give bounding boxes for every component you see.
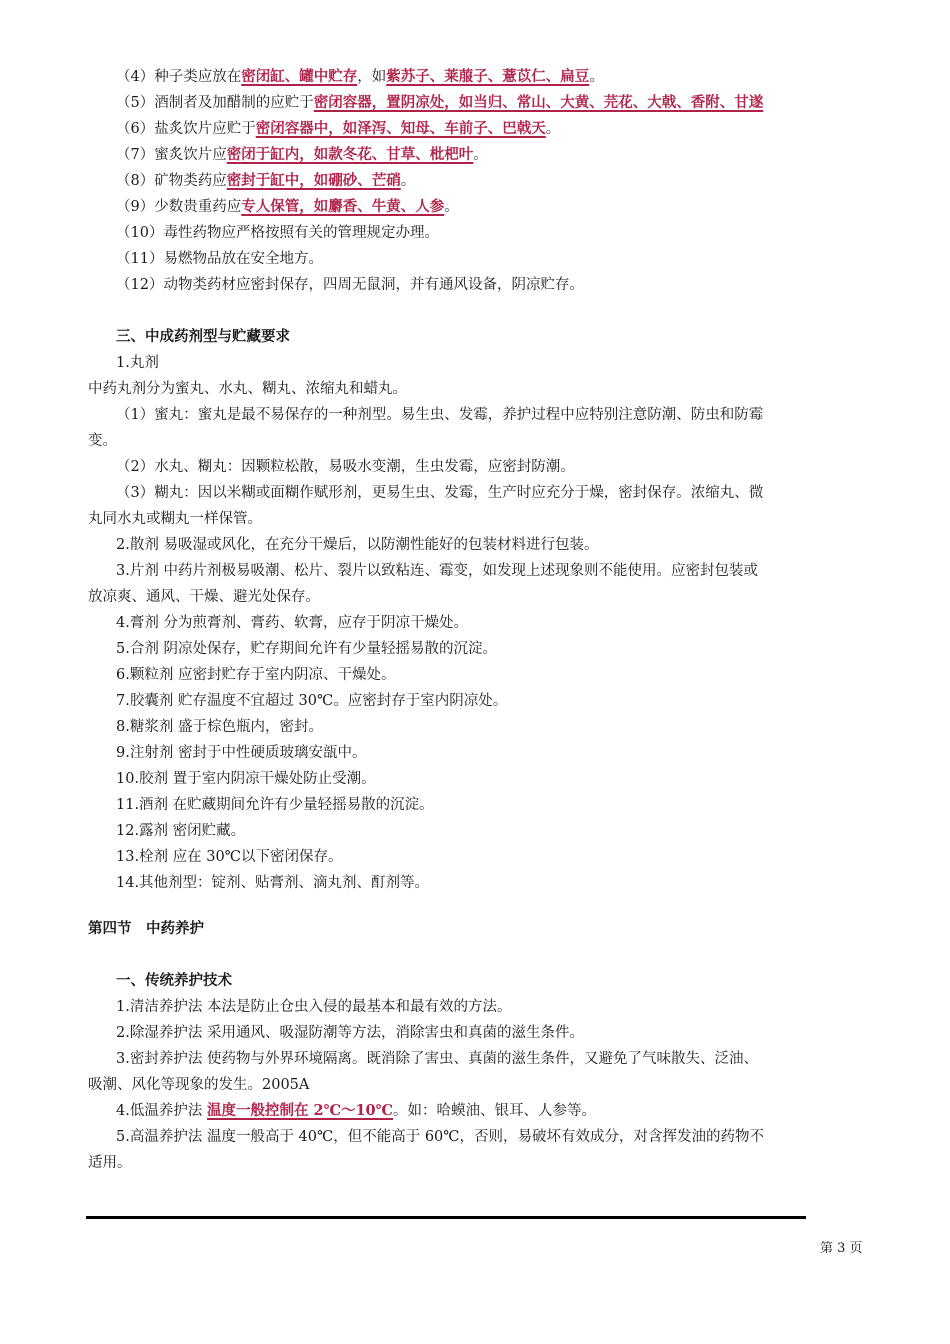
paragraph-line: 变。 bbox=[88, 433, 117, 449]
highlight: 密闭容器中，如泽泻、知母、车前子、巴戟天 bbox=[255, 120, 546, 137]
paragraph-line: （3）糊丸：因以米糊或面糊作赋形剂，更易生虫、发霉，生产时应充分于燥，密封保存。浓缩丸、微 bbox=[116, 485, 764, 501]
text: 。 bbox=[400, 173, 416, 189]
paragraph-line: 6.颗粒剂 应密封贮存于室内阴凉、干燥处。 bbox=[116, 667, 396, 683]
text: 4.低温养护法 bbox=[116, 1103, 207, 1119]
paragraph-line-low-temp bbox=[116, 1102, 870, 1120]
paragraph-line: 11.酒剂 在贮藏期间允许有少量轻摇易散的沉淀。 bbox=[116, 797, 434, 813]
paragraph-line: 适用。 bbox=[88, 1155, 132, 1171]
paragraph-line: 1.丸剂 bbox=[116, 355, 159, 371]
paragraph-line: 丸同水丸或糊丸一样保管。 bbox=[88, 511, 262, 527]
paragraph-line: 吸潮、风化等现象的发生。2005A bbox=[88, 1077, 310, 1093]
text: ，如 bbox=[357, 69, 387, 85]
text: （6）盐炙饮片应贮于 bbox=[116, 121, 256, 137]
storage-item-9 bbox=[116, 198, 870, 216]
page-number: 第 3 页 bbox=[820, 1241, 863, 1256]
paragraph-line: （1）蜜丸：蜜丸是最不易保存的一种剂型。易生虫、发霉，养护过程中应特别注意防潮、防虫和防霉 bbox=[116, 407, 764, 423]
paragraph-line: 3.片剂 中药片剂极易吸潮、松片、裂片以致粘连、霉变，如发现上述现象则不能使用。应密封包装或 bbox=[116, 563, 758, 579]
storage-item-12 bbox=[116, 276, 870, 294]
text: （8）矿物类药应 bbox=[116, 173, 227, 189]
paragraph-line: 5.高温养护法 温度一般高于 40℃，但不能高于 60℃，否则，易破坏有效成分，对含挥发油的药物不 bbox=[116, 1129, 765, 1145]
paragraph-line: 8.糖浆剂 盛于棕色瓶内，密封。 bbox=[116, 719, 323, 735]
footer-rule bbox=[86, 1216, 806, 1219]
text: （4）种子类应放在 bbox=[116, 69, 242, 85]
storage-item-4 bbox=[116, 68, 870, 86]
section-heading: 三、中成药剂型与贮藏要求 bbox=[116, 328, 290, 345]
highlight: 密闭容器，置阴凉处，如当归、常山、大黄、芫花、大戟、香附、甘遂 bbox=[313, 94, 764, 111]
storage-item-8 bbox=[116, 172, 870, 190]
storage-item-10 bbox=[116, 224, 870, 242]
section-title: 第四节 中药养护 bbox=[88, 920, 204, 937]
text: 。 bbox=[545, 121, 561, 137]
highlight: 密闭缸、罐中贮存 bbox=[241, 68, 358, 85]
highlight: 密封于缸中，如硼砂、芒硝 bbox=[226, 172, 401, 189]
paragraph-line: 13.栓剂 应在 30℃以下密闭保存。 bbox=[116, 849, 343, 865]
highlight: 密闭于缸内，如款冬花、甘草、枇杷叶 bbox=[226, 146, 474, 163]
paragraph-line: 中药丸剂分为蜜丸、水丸、糊丸、浓缩丸和蜡丸。 bbox=[88, 381, 407, 397]
text: （11）易燃物品放在安全地方。 bbox=[116, 251, 323, 267]
storage-item-7 bbox=[116, 146, 870, 164]
paragraph-line: 1.清洁养护法 本法是防止仓虫入侵的最基本和最有效的方法。 bbox=[116, 999, 512, 1015]
highlight: 紫苏子、莱菔子、薏苡仁、扁豆 bbox=[386, 68, 590, 85]
text: 。 bbox=[589, 69, 604, 85]
text: 。 bbox=[473, 147, 488, 163]
paragraph-line: 7.胶囊剂 贮存温度不宜超过 30℃。应密封存于室内阴凉处。 bbox=[116, 693, 508, 709]
paragraph-line: （2）水丸、糊丸：因颗粒松散，易吸水变潮，生虫发霉，应密封防潮。 bbox=[116, 459, 575, 475]
paragraph-line: 14.其他剂型：锭剂、贴膏剂、滴丸剂、酊剂等。 bbox=[116, 875, 430, 891]
paragraph-line: 3.密封养护法 使药物与外界环境隔离。既消除了害虫、真菌的滋生条件，又避免了气味散失、泛油、 bbox=[116, 1051, 758, 1067]
text: （9）少数贵重药应 bbox=[116, 199, 242, 215]
paragraph-line: 5.合剂 阴凉处保存，贮存期间允许有少量轻摇易散的沉淀。 bbox=[116, 641, 497, 657]
storage-item-6 bbox=[116, 120, 870, 138]
paragraph-line: 4.膏剂 分为煎膏剂、膏药、软膏，应存于阴凉干燥处。 bbox=[116, 615, 468, 631]
storage-item-5 bbox=[116, 94, 870, 112]
text: （7）蜜炙饮片应 bbox=[116, 147, 227, 163]
paragraph-line: 放凉爽、通风、干燥、避光处保存。 bbox=[88, 589, 320, 605]
highlight: 专人保管，如麝香、牛黄、人参 bbox=[241, 198, 445, 215]
paragraph-line: 2.散剂 易吸湿或风化，在充分干燥后，以防潮性能好的包装材料进行包装。 bbox=[116, 537, 599, 553]
text: （12）动物类药材应密封保存，四周无鼠洞，并有通风设备，阴凉贮存。 bbox=[116, 277, 584, 293]
highlight: 温度一般控制在 2℃～10℃ bbox=[206, 1102, 394, 1119]
storage-item-11 bbox=[116, 250, 870, 268]
section-subheading: 一、传统养护技术 bbox=[116, 972, 232, 989]
paragraph-line: 10.胶剂 置于室内阴凉干燥处防止受潮。 bbox=[116, 771, 376, 787]
text: 。如：哈蟆油、银耳、人参等。 bbox=[393, 1103, 597, 1119]
text: 。 bbox=[444, 199, 459, 215]
paragraph-line: 9.注射剂 密封于中性硬质玻璃安瓿中。 bbox=[116, 745, 367, 761]
text: （5）酒制者及加醋制的应贮于 bbox=[116, 95, 314, 111]
text: （10）毒性药物应严格按照有关的管理规定办理。 bbox=[116, 225, 439, 241]
paragraph-line: 2.除湿养护法 采用通风、吸湿防潮等方法，消除害虫和真菌的滋生条件。 bbox=[116, 1025, 584, 1041]
paragraph-line: 12.露剂 密闭贮藏。 bbox=[116, 823, 246, 839]
